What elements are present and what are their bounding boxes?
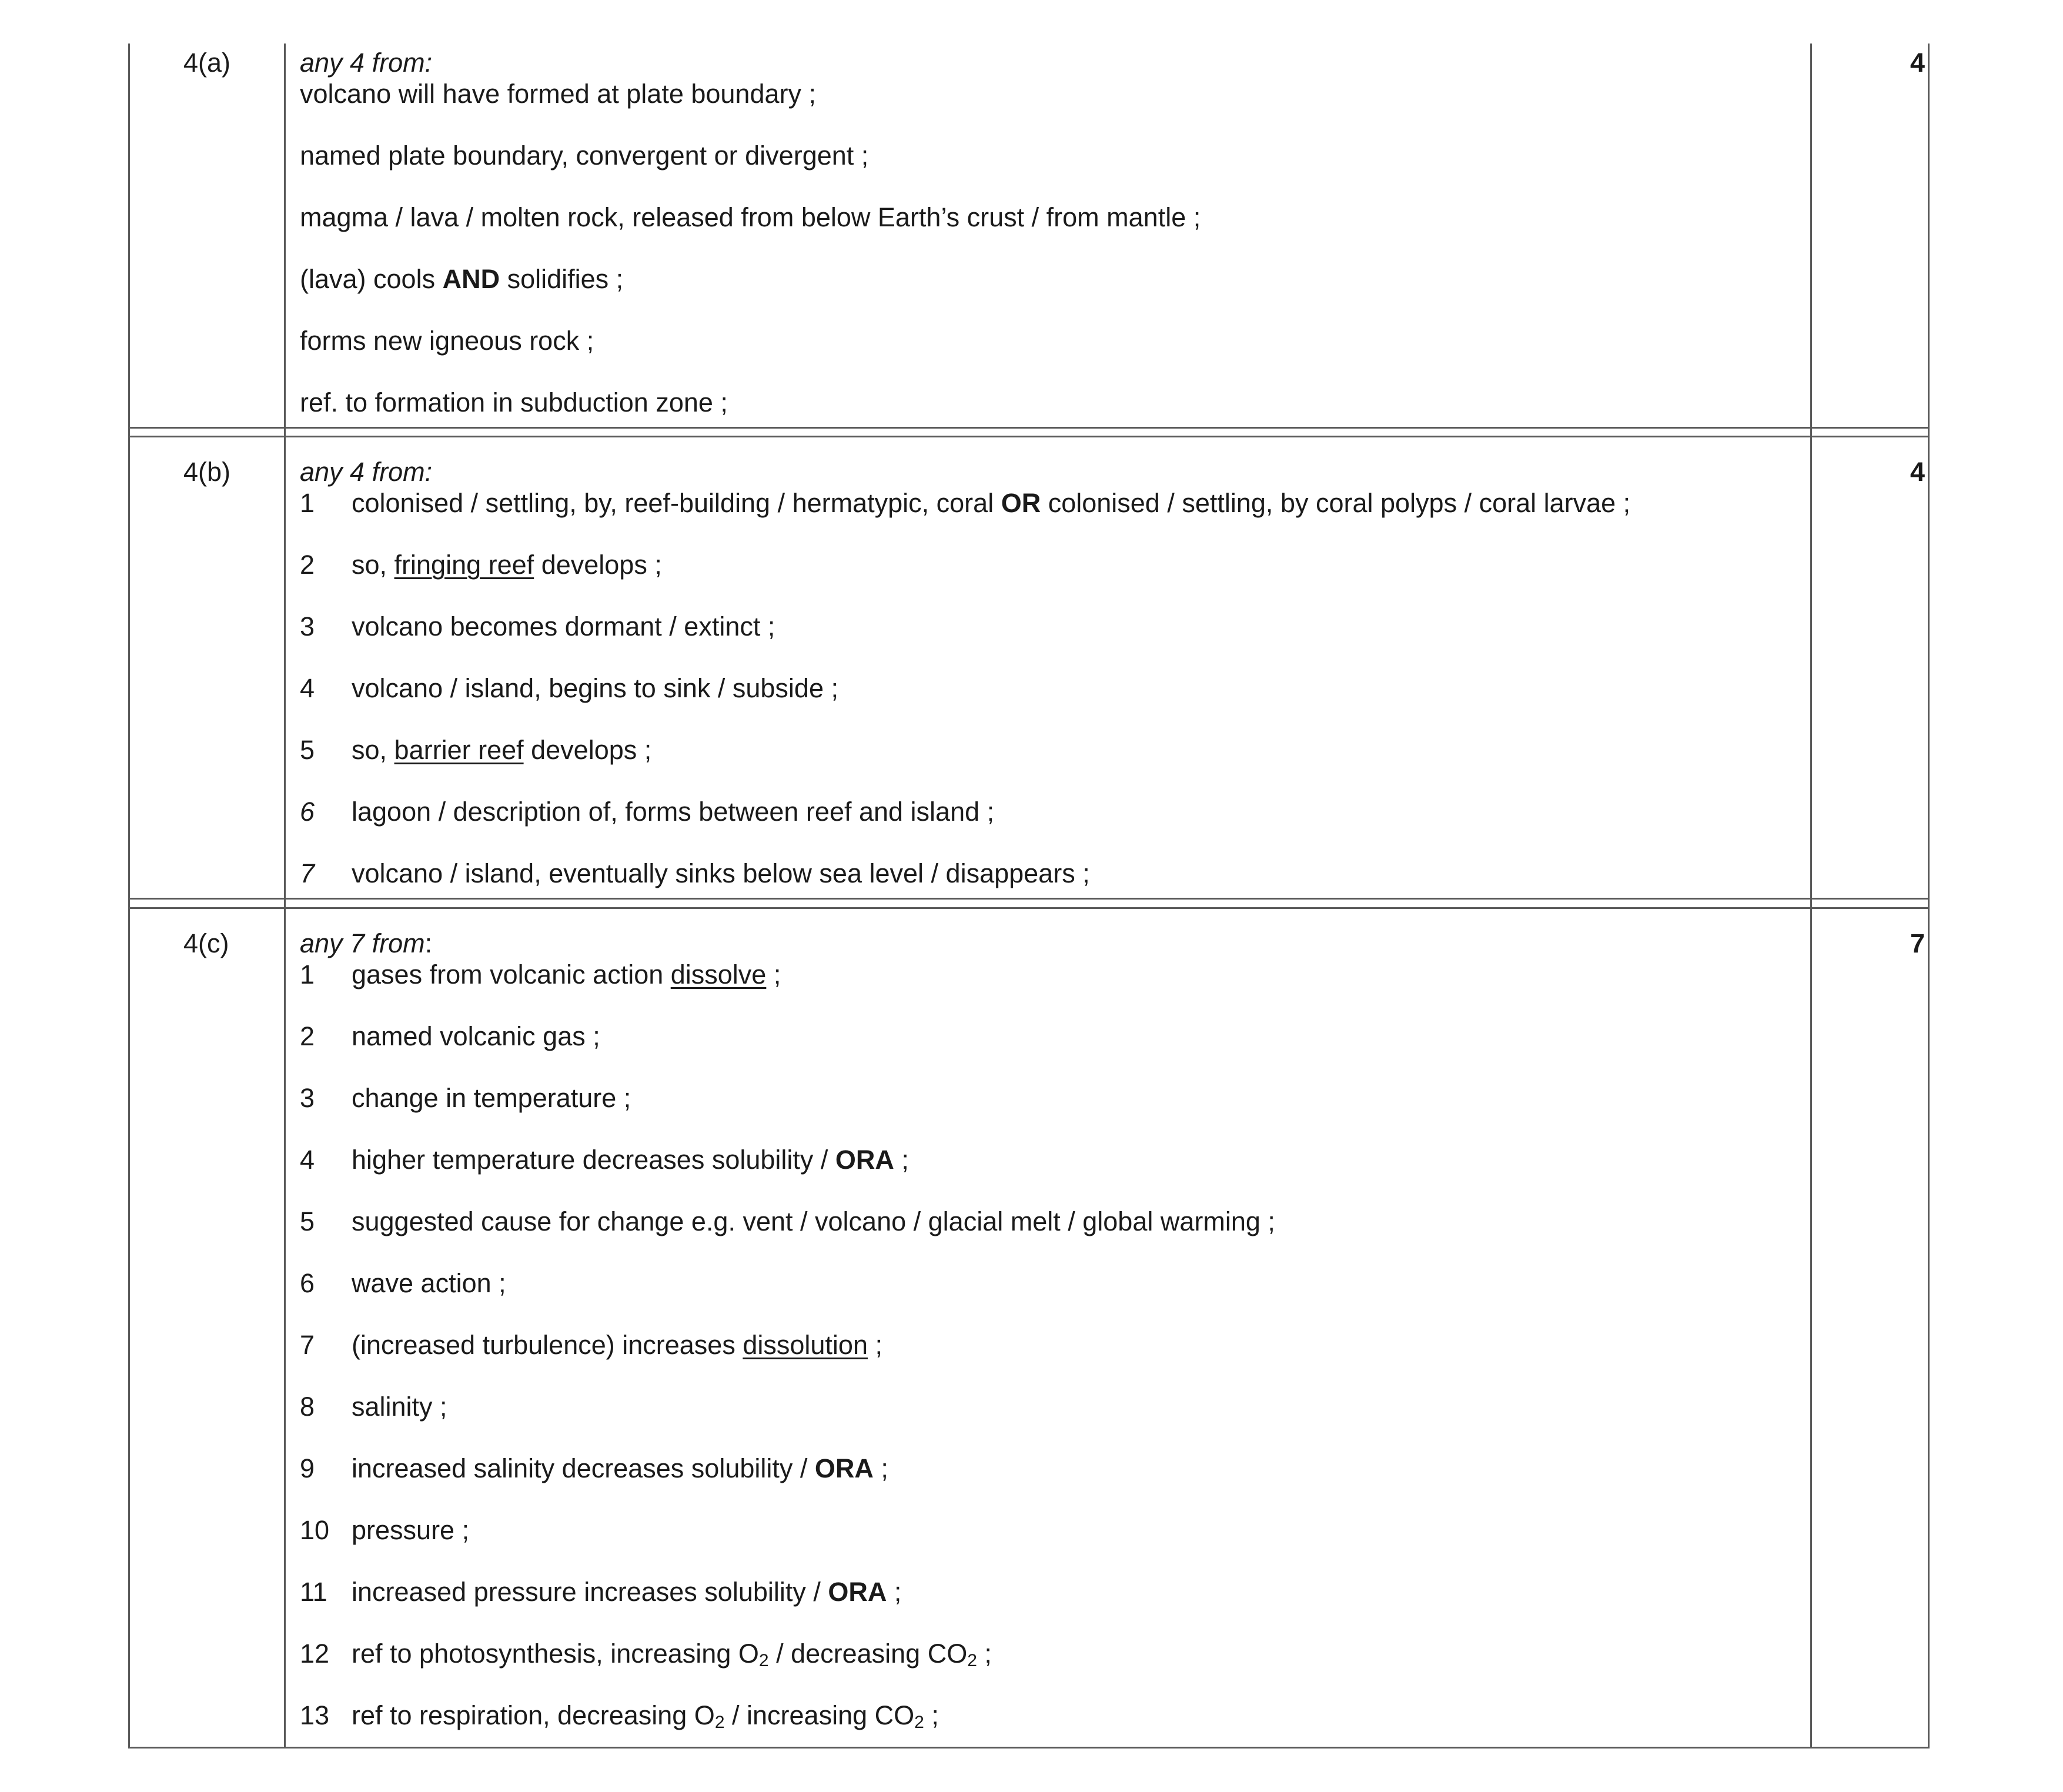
answer-point: so, fringing reef develops ; <box>352 550 662 580</box>
point-number: 7 <box>300 1330 315 1360</box>
answer-point: lagoon / description of, forms between reef and island ; <box>352 797 995 827</box>
point-number: 4 <box>300 673 315 703</box>
point-number: 9 <box>300 1453 315 1483</box>
table-divider-mark <box>1810 44 1812 1748</box>
answer-point: ref. to formation in subduction zone ; <box>300 387 728 417</box>
answer-point: ref to photosynthesis, increasing $O_2$ / decreasing $CO_2$ ; <box>352 1639 992 1670</box>
answer-point: change in temperature ; <box>352 1083 631 1113</box>
answer-point: suggested cause for change e.g. vent / volcano / glacial melt / global warming ; <box>352 1206 1275 1236</box>
answer-point: wave action ; <box>352 1268 506 1298</box>
answer-point: ref to respiration, decreasing $O_2$ / increasing $CO_2$ ; <box>352 1700 939 1732</box>
table-divider-question <box>284 44 286 1748</box>
point-number: 1 <box>300 488 315 518</box>
mark-allocation: 7 <box>1910 928 1925 958</box>
answer-point: (increased turbulence) increases dissolution ; <box>352 1330 882 1360</box>
point-number: 3 <box>300 611 315 641</box>
mark-allocation: 4 <box>1910 457 1925 487</box>
question-number: 4(c) <box>183 928 229 958</box>
point-number: 5 <box>300 735 315 765</box>
point-number: 7 <box>300 858 315 888</box>
answer-point: magma / lava / molten rock, released from below Earth’s crust / from mantle ; <box>300 202 1201 232</box>
table-border-right <box>1928 44 1930 1748</box>
instruction-lead: any 4 from: <box>300 457 433 487</box>
row-separator-a-b-bottom <box>128 436 1930 437</box>
row-separator-b-c-top <box>128 898 1930 900</box>
answer-point: forms new igneous rock ; <box>300 326 594 356</box>
point-number: 2 <box>300 550 315 580</box>
question-number: 4(b) <box>183 457 231 487</box>
answer-point: increased salinity decreases solubility / ORA ; <box>352 1453 888 1483</box>
point-number: 8 <box>300 1392 315 1422</box>
row-separator-b-c-bottom <box>128 907 1930 909</box>
answer-point: named volcanic gas ; <box>352 1021 600 1051</box>
answer-point: pressure ; <box>352 1515 470 1545</box>
point-number: 1 <box>300 959 315 989</box>
answer-point: salinity ; <box>352 1392 447 1422</box>
answer-point: named plate boundary, convergent or divergent ; <box>300 141 869 170</box>
instruction-lead: any 7 from: <box>300 928 433 958</box>
point-number: 5 <box>300 1206 315 1236</box>
answer-point: gases from volcanic action dissolve ; <box>352 959 781 989</box>
instruction-lead: any 4 from: <box>300 48 433 78</box>
answer-point: colonised / settling, by, reef-building / hermatypic, coral OR colonised / settling, by coral polyps / coral larvae ; <box>352 488 1631 518</box>
point-number: 4 <box>300 1145 315 1175</box>
answer-point: volcano / island, eventually sinks below sea level / disappears ; <box>352 858 1090 888</box>
answer-point: higher temperature decreases solubility / ORA ; <box>352 1145 909 1175</box>
answer-point: volcano will have formed at plate boundary ; <box>300 79 817 109</box>
point-number: 13 <box>300 1700 330 1730</box>
answer-point: volcano / island, begins to sink / subside ; <box>352 673 838 703</box>
answer-point: increased pressure increases solubility / ORA ; <box>352 1577 902 1607</box>
table-border-left <box>128 44 130 1748</box>
mark-allocation: 4 <box>1910 48 1925 78</box>
point-number: 10 <box>300 1515 330 1545</box>
answer-point: volcano becomes dormant / extinct ; <box>352 611 775 641</box>
point-number: 11 <box>300 1577 327 1607</box>
point-number: 6 <box>300 797 315 827</box>
answer-point: (lava) cools AND solidifies ; <box>300 264 624 294</box>
table-border-bottom <box>128 1747 1930 1748</box>
point-number: 2 <box>300 1021 315 1051</box>
answer-point: so, barrier reef develops ; <box>352 735 652 765</box>
point-number: 12 <box>300 1639 330 1669</box>
question-number: 4(a) <box>183 48 231 78</box>
point-number: 3 <box>300 1083 315 1113</box>
row-separator-a-b-top <box>128 427 1930 429</box>
point-number: 6 <box>300 1268 315 1298</box>
